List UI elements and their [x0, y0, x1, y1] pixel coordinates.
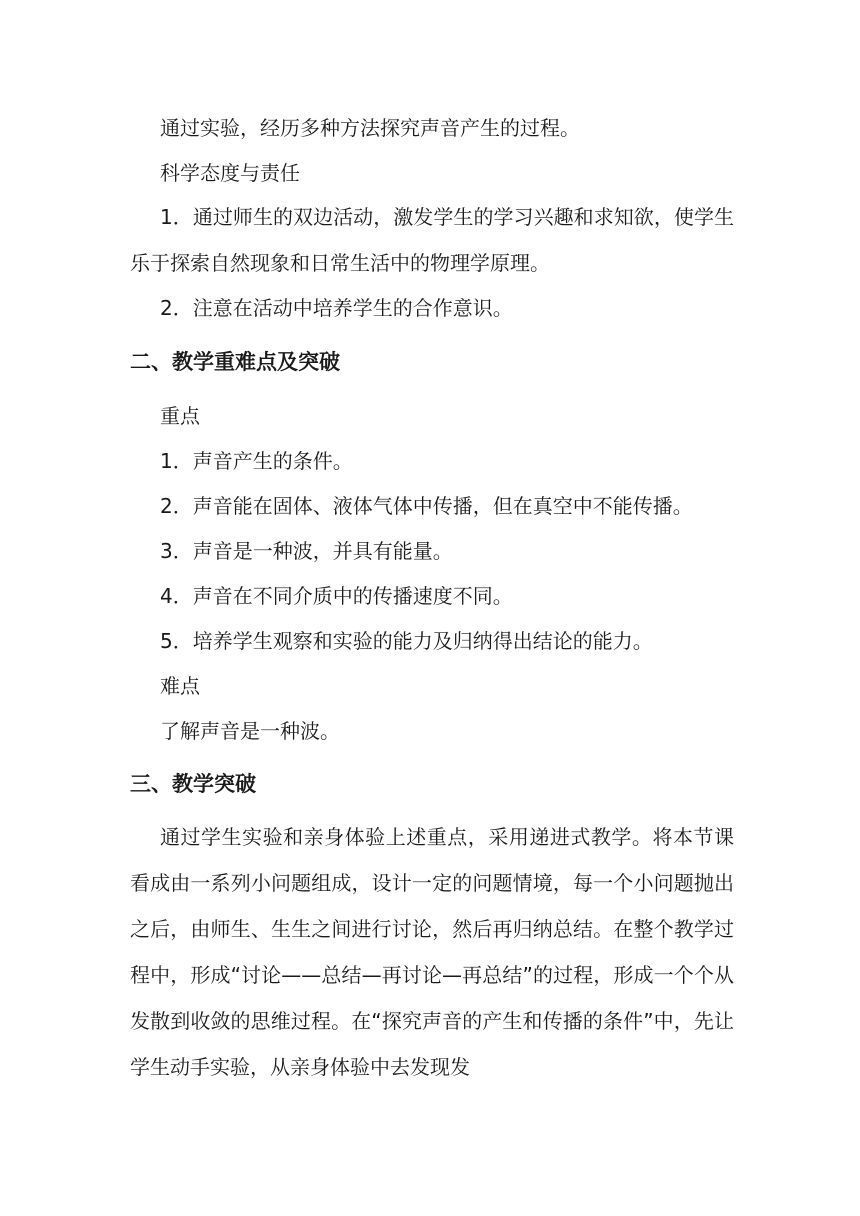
- numbered-item: 4．声音在不同介质中的传播速度不同。: [160, 584, 513, 608]
- numbered-item: 2．注意在活动中培养学生的合作意识。: [160, 296, 513, 320]
- body-text-line: 通过实验，经历多种方法探究声音产生的过程。: [160, 116, 580, 140]
- subsection-label: 难点: [160, 674, 200, 698]
- section-heading: 三、教学突破: [130, 772, 256, 796]
- numbered-paragraph: 1．通过师生的双边活动，激发学生的学习兴趣和求知欲，使学生乐于探索自然现象和日常生活中的物理学原理。: [130, 205, 734, 275]
- numbered-item: 5．培养学生观察和实验的能力及归纳得出结论的能力。: [160, 629, 653, 653]
- numbered-item: 3．声音是一种波，并具有能量。: [160, 539, 453, 563]
- subsection-label: 重点: [160, 404, 200, 428]
- numbered-item: 2．声音能在固体、液体气体中传播，但在真空中不能传播。: [160, 494, 693, 518]
- body-text-line: 了解声音是一种波。: [160, 719, 340, 743]
- section-heading: 二、教学重难点及突破: [130, 350, 340, 374]
- subsection-label: 科学态度与责任: [160, 161, 300, 185]
- body-paragraph: 通过学生实验和亲身体验上述重点，采用递进式教学。将本节课看成由一系列小问题组成，设计一定的问题情境，每一个小问题抛出之后，由师生、生生之间进行讨论，然后再归纳总结。在整个教学过程中，形成“讨论——总结—再讨论—再总结”的过程，形成一个个从发散到收敛的思维过程。在“探究声音的产生和传播的条件”中，先让学生动手实验，从亲身体验中去发现发: [130, 825, 734, 1079]
- numbered-item: 1．声音产生的条件。: [160, 449, 353, 473]
